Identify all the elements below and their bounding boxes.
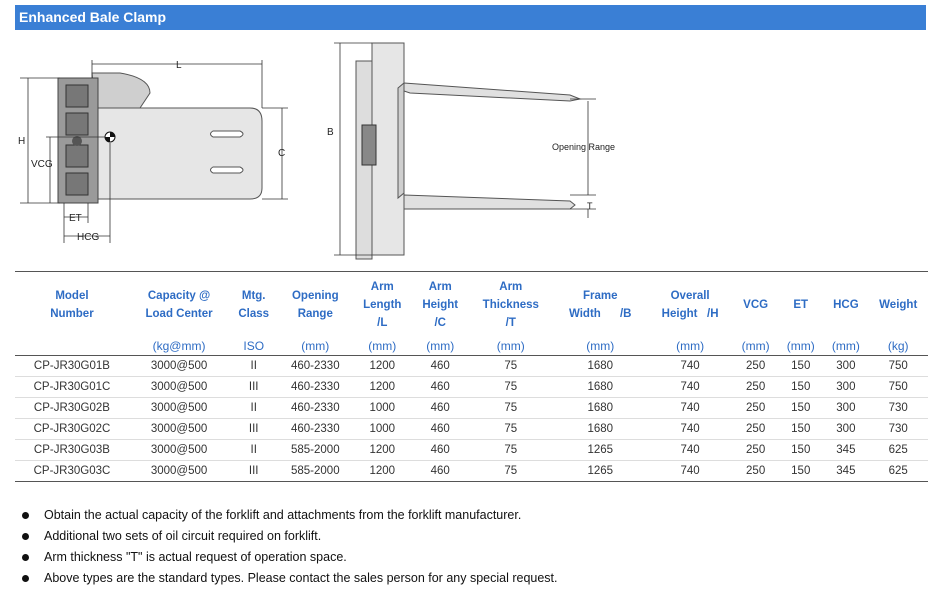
table-cell: III (229, 461, 278, 482)
table-cell: 150 (778, 461, 823, 482)
unit-cell: (mm) (278, 338, 352, 356)
column-header-line: /L (377, 317, 388, 329)
unit-cell: (mm) (823, 338, 868, 356)
bullet-icon (22, 554, 29, 561)
table-cell: 3000@500 (129, 419, 229, 440)
table-cell: 460-2330 (278, 419, 352, 440)
unit-cell: ISO (229, 338, 278, 356)
table-cell: 740 (647, 419, 733, 440)
table-cell: 750 (868, 356, 928, 377)
unit-row (15, 338, 928, 356)
table-body (15, 356, 928, 482)
column-header (553, 272, 647, 339)
table-cell: CP-JR30G01C (15, 377, 129, 398)
unit-cell: (kg) (868, 338, 928, 356)
column-header-line: Opening (291, 290, 339, 302)
table-cell: 250 (733, 440, 778, 461)
note-item (20, 505, 558, 526)
table-cell: III (229, 419, 278, 440)
table-cell: 1200 (352, 461, 412, 482)
table-cell: 300 (823, 377, 868, 398)
column-header-line: Arm (499, 281, 523, 293)
column-header-line: Overall (670, 290, 710, 302)
dim-label-hcg: HCG (77, 232, 100, 243)
column-header-line: Load Center (145, 308, 213, 320)
note-text: Arm thickness "T" is actual request of operation space. (44, 550, 347, 564)
column-header-line: ET (793, 299, 809, 311)
dim-label-et: ET (69, 213, 82, 224)
table-cell: 460 (412, 440, 468, 461)
column-header-line: Model (55, 290, 89, 302)
column-header-line: Weight (879, 299, 918, 311)
section-title: Enhanced Bale Clamp (15, 5, 926, 30)
table-cell: 740 (647, 440, 733, 461)
unit-cell: (mm) (553, 338, 647, 356)
table-cell: 300 (823, 398, 868, 419)
dim-label-vcg: VCG (31, 159, 53, 170)
unit-cell (15, 338, 129, 356)
table-cell: 75 (468, 461, 553, 482)
table-cell: 1680 (553, 398, 647, 419)
table-cell: 345 (823, 440, 868, 461)
column-header-line: Frame (582, 290, 618, 302)
table-cell: 250 (733, 398, 778, 419)
table-cell: 250 (733, 377, 778, 398)
table-cell: 460-2330 (278, 356, 352, 377)
table-cell: 345 (823, 461, 868, 482)
table-cell: II (229, 398, 278, 419)
column-header-line: Number (50, 308, 94, 320)
column-header (647, 272, 733, 339)
column-header-line: Thickness (482, 299, 539, 311)
table-cell: 740 (647, 461, 733, 482)
table-row (15, 419, 928, 440)
table-cell: CP-JR30G03C (15, 461, 129, 482)
table-row (15, 461, 928, 482)
column-header (15, 272, 129, 339)
table-cell: 250 (733, 461, 778, 482)
column-header (823, 272, 868, 339)
column-header-line: Height /H (661, 308, 719, 320)
unit-cell: (mm) (352, 338, 412, 356)
note-text: Obtain the actual capacity of the forklift and attachments from the forklift manufacturer. (44, 508, 522, 522)
note-item (20, 547, 558, 568)
table-cell: CP-JR30G03B (15, 440, 129, 461)
unit-cell: (mm) (468, 338, 553, 356)
note-text: Above types are the standard types. Please contact the sales person for any special request. (44, 571, 558, 585)
table-row (15, 440, 928, 461)
column-header (468, 272, 553, 339)
table-cell: 750 (868, 377, 928, 398)
dim-label-c: C (278, 148, 286, 159)
bale-clamp-diagram (0, 33, 939, 263)
column-header-line: Length (363, 299, 402, 311)
table-cell: 740 (647, 398, 733, 419)
table-cell: 3000@500 (129, 377, 229, 398)
table-cell: 740 (647, 356, 733, 377)
table-cell: 1200 (352, 377, 412, 398)
table-cell: CP-JR30G01B (15, 356, 129, 377)
column-header-line: Class (238, 308, 270, 320)
unit-cell: (mm) (778, 338, 823, 356)
table-cell: CP-JR30G02B (15, 398, 129, 419)
table-cell: 585-2000 (278, 461, 352, 482)
column-header-line: Capacity @ (147, 290, 211, 302)
column-header-line: /T (505, 317, 516, 329)
table-cell: 460 (412, 356, 468, 377)
table-cell: 75 (468, 440, 553, 461)
dim-label-b: B (327, 127, 334, 138)
table-cell: 150 (778, 356, 823, 377)
note-item (20, 568, 558, 589)
table-cell: 1265 (553, 440, 647, 461)
table-cell: 250 (733, 419, 778, 440)
table-row (15, 356, 928, 377)
unit-cell: (mm) (647, 338, 733, 356)
table-cell: 3000@500 (129, 461, 229, 482)
column-header (733, 272, 778, 339)
column-header-line: HCG (833, 299, 859, 311)
table-cell: 1000 (352, 419, 412, 440)
table-cell: 75 (468, 398, 553, 419)
table-cell: 300 (823, 356, 868, 377)
column-header (278, 272, 352, 339)
dim-label-opening-range: Opening Range (552, 142, 616, 152)
column-header (129, 272, 229, 339)
note-item (20, 526, 558, 547)
column-header-line: Range (297, 308, 333, 320)
column-header-line: Arm (428, 281, 452, 293)
notes-list (20, 505, 558, 589)
column-header (412, 272, 468, 339)
column-header (229, 272, 278, 339)
table-cell: III (229, 377, 278, 398)
table-cell: 75 (468, 419, 553, 440)
table-cell: 730 (868, 398, 928, 419)
unit-cell: (mm) (412, 338, 468, 356)
table-cell: II (229, 356, 278, 377)
table-cell: 1680 (553, 419, 647, 440)
bullet-icon (22, 533, 29, 540)
side-view-drawing (20, 60, 288, 243)
table-cell: 3000@500 (129, 398, 229, 419)
header-row (15, 272, 928, 339)
column-header-line: Height (422, 299, 459, 311)
table-cell: 150 (778, 440, 823, 461)
column-header (868, 272, 928, 339)
table-cell: II (229, 440, 278, 461)
column-header-line: Arm (370, 281, 394, 293)
table-cell: 75 (468, 377, 553, 398)
table-cell: 625 (868, 440, 928, 461)
table-cell: 1680 (553, 377, 647, 398)
table-cell: 1000 (352, 398, 412, 419)
table-cell: 150 (778, 419, 823, 440)
dim-label-l: L (176, 60, 182, 71)
table-cell: 75 (468, 356, 553, 377)
table-cell: 1265 (553, 461, 647, 482)
table-row (15, 398, 928, 419)
table-cell: 460-2330 (278, 377, 352, 398)
table-cell: 460 (412, 419, 468, 440)
table-cell: 740 (647, 377, 733, 398)
table-cell: 460-2330 (278, 398, 352, 419)
column-header-line: VCG (743, 299, 769, 311)
spec-table (15, 271, 928, 482)
unit-cell: (mm) (733, 338, 778, 356)
table-cell: 730 (868, 419, 928, 440)
table-cell: 3000@500 (129, 356, 229, 377)
dim-label-t: T (587, 201, 593, 211)
bullet-icon (22, 512, 29, 519)
table-cell: 150 (778, 398, 823, 419)
table-cell: 460 (412, 461, 468, 482)
table-cell: 585-2000 (278, 440, 352, 461)
table-cell: 1680 (553, 356, 647, 377)
column-header-line: Mtg. (241, 290, 266, 302)
table-cell: 300 (823, 419, 868, 440)
column-header (352, 272, 412, 339)
table-cell: 3000@500 (129, 440, 229, 461)
note-text: Additional two sets of oil circuit required on forklift. (44, 529, 322, 543)
column-header (778, 272, 823, 339)
table-cell: 1200 (352, 356, 412, 377)
column-header-line: Width /B (568, 308, 632, 320)
table-cell: 625 (868, 461, 928, 482)
table-cell: 250 (733, 356, 778, 377)
table-cell: 1200 (352, 440, 412, 461)
column-header-line: /C (434, 317, 446, 329)
table-cell: 460 (412, 377, 468, 398)
table-cell: 150 (778, 377, 823, 398)
table-row (15, 377, 928, 398)
dim-label-h: H (18, 136, 26, 147)
table-cell: CP-JR30G02C (15, 419, 129, 440)
table-cell: 460 (412, 398, 468, 419)
unit-cell: (kg@mm) (129, 338, 229, 356)
bullet-icon (22, 575, 29, 582)
